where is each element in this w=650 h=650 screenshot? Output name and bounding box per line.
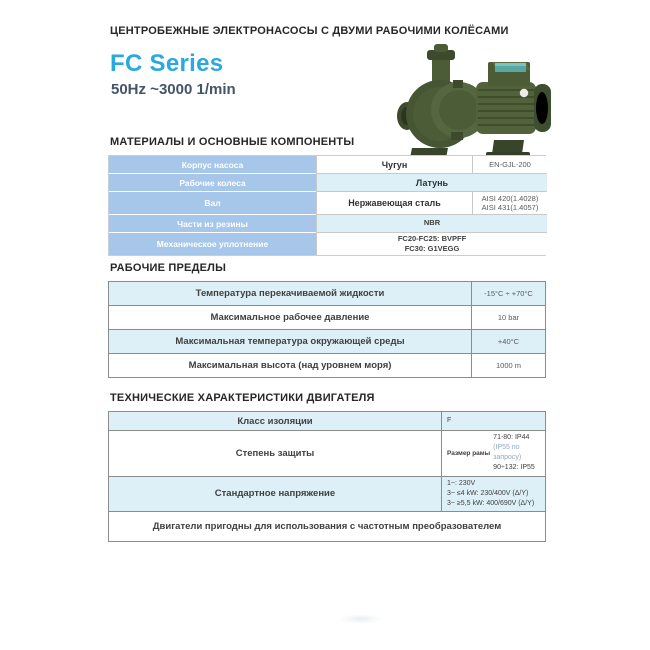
section-working-limits [108,262,546,378]
protection-value [447,433,543,474]
materials-row-label: Рабочие колеса [109,174,316,192]
section-motor [108,392,546,542]
materials-row-value: NBR [316,215,547,233]
materials-row-code [472,192,547,215]
motor-value: F [441,412,545,430]
materials-row-label: Части из резины [109,215,316,233]
voltage-line: 3~ ≥5,5 kW: 400/690V (Δ/Y) [447,499,535,507]
protection-line1-note: (IP55 по запросу) [493,444,522,462]
materials-row-label: Механическое уплотнение [109,233,316,255]
materials-code-line: AISI 431(1.4057) [481,203,539,212]
limit-value: 1000 m [471,354,545,377]
table-row [109,330,545,354]
materials-row-value: Чугун [316,156,472,174]
materials-row-code: EN-GJL-200 [472,156,547,174]
protection-line: 90÷132: IP55 [493,464,535,472]
materials-row-value: Латунь [316,174,547,192]
limit-label: Максимальная температура окружающей среды [175,336,405,347]
limit-label: Температура перекачиваемой жидкости [195,288,385,299]
materials-code-line: AISI 420(1.4028) [481,194,539,203]
motor-label: Класс изоляции [237,415,313,427]
table-row [109,282,545,306]
inverter-note: Двигатели пригодны для использования с частотным преобразователем [152,520,502,532]
motor-section-title: ТЕХНИЧЕСКИЕ ХАРАКТЕРИСТИКИ ДВИГАТЕЛЯ [110,392,375,404]
voltage-line: 3~ ≤4 kW: 230/400V (Δ/Y) [447,489,529,497]
table-row [109,431,545,477]
limit-value: +40°C [471,330,545,353]
motor-label: Стандартное напряжение [214,488,336,500]
materials-row-value: Нержавеющая сталь [316,192,472,215]
limits-section-title: РАБОЧИЕ ПРЕДЕЛЫ [110,262,227,274]
limit-value: -15°C ÷ +70°C [471,282,545,305]
materials-row-label: Корпус насоса [109,156,316,174]
voltage-line: 1~: 230V [447,479,476,487]
materials-value-line: FC20-FC25: BVPFF [397,233,467,243]
protection-lines [493,433,543,474]
table-row [109,354,545,377]
watermark-smudge [338,614,384,624]
materials-section-title: МАТЕРИАЛЫ И ОСНОВНЫЕ КОМПОНЕНТЫ [110,136,355,148]
table-row [109,477,545,512]
frame-size-label: Размер рамы [447,449,491,457]
protection-line [493,433,543,463]
series-title: FC Series [110,50,224,77]
materials-table [108,155,546,256]
limit-label: Максимальное рабочее давление [210,312,370,323]
materials-value-line: FC30: G1VEGG [404,244,460,253]
protection-line1-main: 71-80: IP44 [493,434,530,441]
table-row [109,412,545,431]
working-limits-table [108,281,546,378]
motor-value [441,431,545,476]
table-row [109,306,545,330]
limit-value: 10 bar [471,306,545,329]
motor-table [108,411,546,542]
series-subtitle: 50Hz ~3000 1/min [111,81,236,98]
materials-row-value [316,233,547,255]
limit-label: Максимальная высота (над уровнем моря) [188,360,392,371]
section-materials [108,136,546,256]
motor-value [441,477,545,511]
motor-label: Степень защиты [235,447,315,459]
materials-row-label: Вал [109,192,316,215]
page-title: ЦЕНТРОБЕЖНЫЕ ЭЛЕКТРОНАСОСЫ С ДВУМИ РАБОЧИМИ КОЛЁСАМИ [110,25,509,37]
